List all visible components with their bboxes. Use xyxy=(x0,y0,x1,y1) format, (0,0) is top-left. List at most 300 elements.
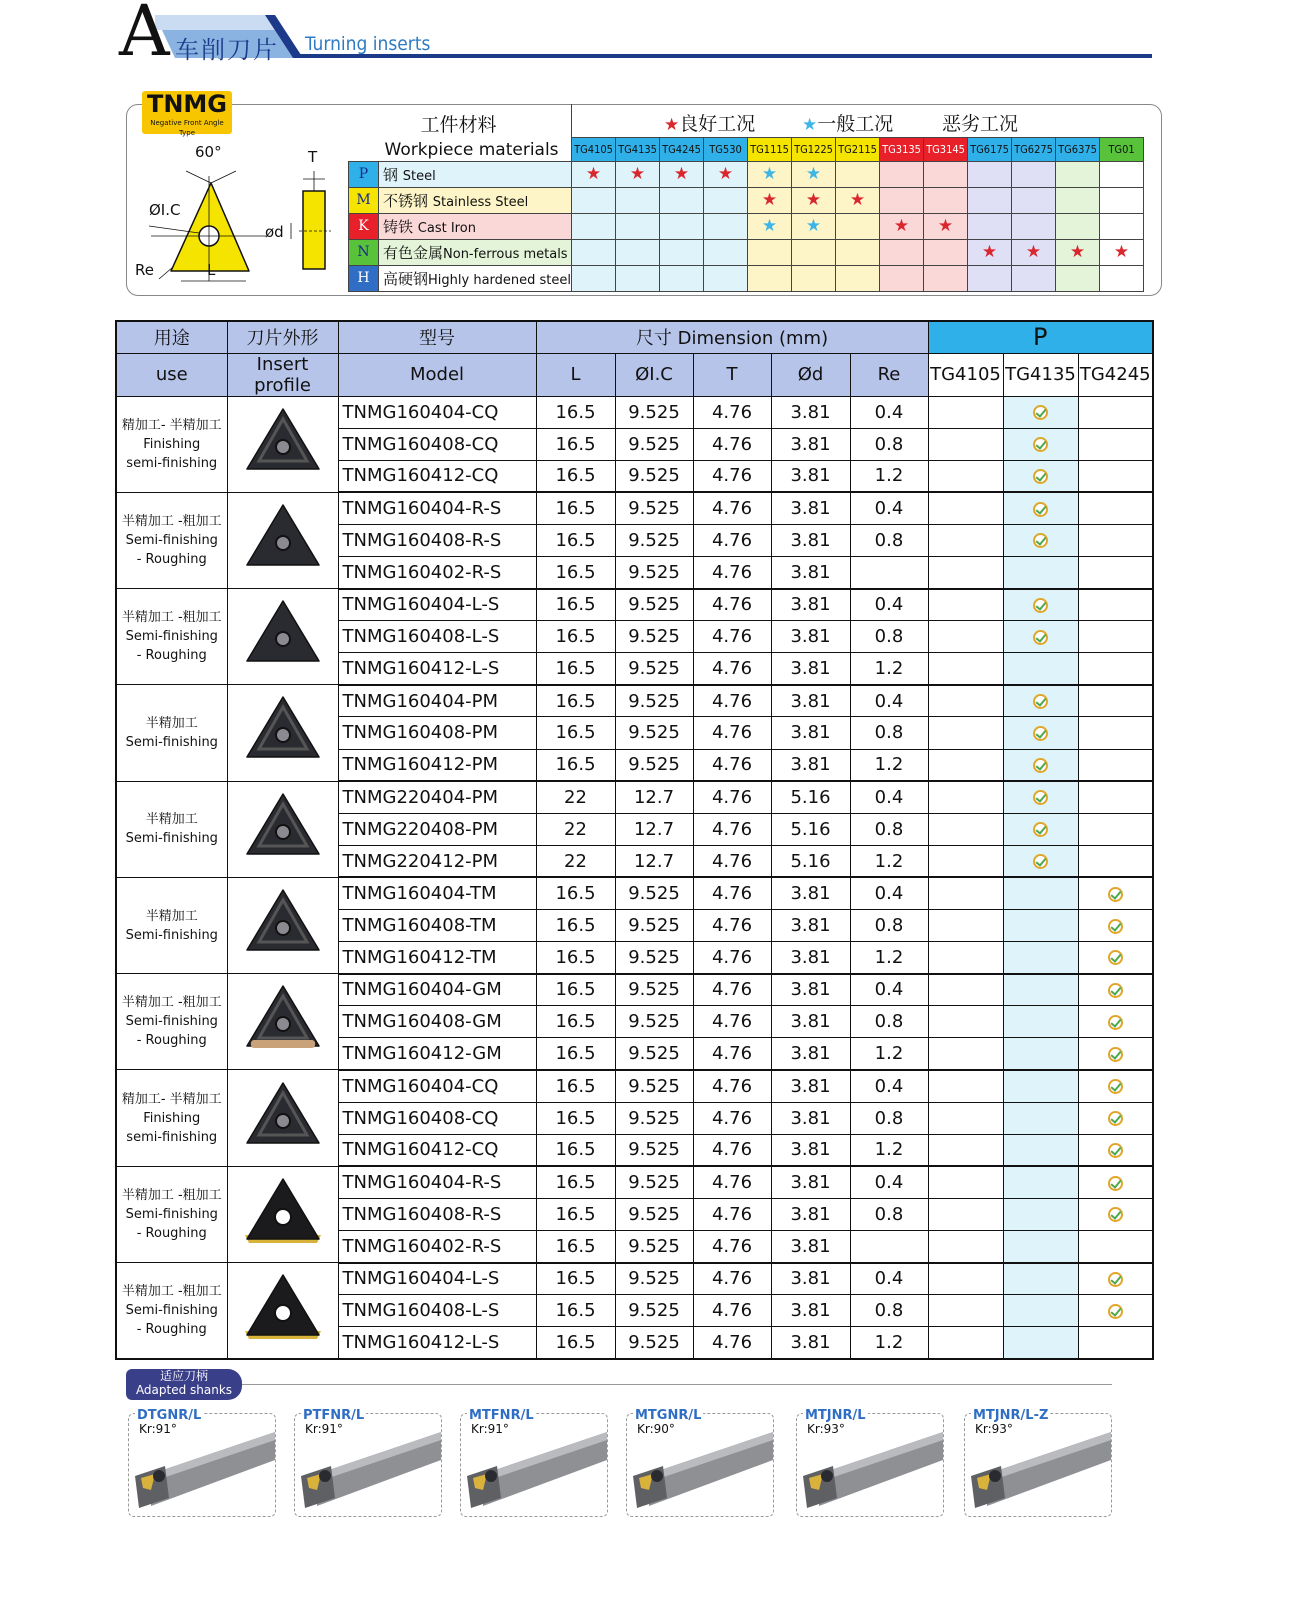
insert-type-tag xyxy=(142,90,232,137)
dim-l-cell: 16.5 xyxy=(536,1134,615,1166)
blue-star-icon: ★ xyxy=(805,216,822,236)
grade-cell xyxy=(1003,845,1078,877)
check-circle-icon xyxy=(1033,854,1048,869)
dim-re-cell: 0.4 xyxy=(850,492,928,524)
check-circle-icon xyxy=(1108,1079,1123,1094)
dim-re-cell: 0.4 xyxy=(850,685,928,717)
dim-ic-cell: 9.525 xyxy=(615,974,693,1006)
header-profile-cn: 刀片外形 xyxy=(227,321,338,353)
dim-t-cell: 4.76 xyxy=(693,589,771,621)
dim-l-cell: 16.5 xyxy=(536,1295,615,1327)
usage-line: 精加工- 半精加工 xyxy=(121,1091,222,1107)
diagram-l-label: L xyxy=(207,261,216,279)
blue-star-icon: ★ xyxy=(802,115,818,135)
grade-cell xyxy=(1078,492,1153,524)
material-grade-cell xyxy=(1012,265,1056,291)
red-star-icon: ★ xyxy=(849,190,866,210)
dim-re-cell: 0.4 xyxy=(850,589,928,621)
check-circle-icon xyxy=(1033,758,1048,773)
grade-cell xyxy=(1078,974,1153,1006)
workpiece-materials-table xyxy=(348,104,1144,292)
header-model-cn: 型号 xyxy=(338,321,536,353)
grade-cell xyxy=(1003,1070,1078,1102)
dim-ic-cell: 9.525 xyxy=(615,1006,693,1038)
dim-ic-cell: 9.525 xyxy=(615,460,693,492)
dim-l-cell: 16.5 xyxy=(536,653,615,685)
grade-cell xyxy=(1078,1038,1153,1070)
dim-d-cell: 3.81 xyxy=(771,1198,850,1230)
dim-d-cell: 5.16 xyxy=(771,845,850,877)
dim-t-cell: 4.76 xyxy=(693,621,771,653)
dim-d-cell: 3.81 xyxy=(771,621,850,653)
material-grade-cell xyxy=(572,161,616,187)
dim-re-cell: 1.2 xyxy=(850,460,928,492)
model-cell: TNMG220404-PM xyxy=(338,781,536,813)
dim-ic-cell: 9.525 xyxy=(615,589,693,621)
grade-cell xyxy=(928,1295,1003,1327)
insert-image xyxy=(239,1331,327,1352)
insert-image xyxy=(239,657,327,678)
grade-cell xyxy=(928,492,1003,524)
material-grade-cell xyxy=(880,161,924,187)
material-grade-cell xyxy=(1012,161,1056,187)
shank-name: DTGNR/L xyxy=(137,1408,202,1423)
grade-cell xyxy=(1003,1166,1078,1198)
dim-l-cell: 16.5 xyxy=(536,942,615,974)
model-cell: TNMG160412-TM xyxy=(338,942,536,974)
dim-ic-cell: 9.525 xyxy=(615,653,693,685)
material-grade-cell xyxy=(572,187,616,213)
grade-cell xyxy=(928,1006,1003,1038)
dim-re-cell: 0.8 xyxy=(850,813,928,845)
material-label-en: Stainless Steel xyxy=(432,194,529,210)
grade-cell xyxy=(1078,1134,1153,1166)
grade-cell xyxy=(1003,1006,1078,1038)
grade-cell xyxy=(1078,1263,1153,1295)
material-code: N xyxy=(349,239,379,265)
dim-t-cell: 4.76 xyxy=(693,781,771,813)
dim-d-cell: 5.16 xyxy=(771,813,850,845)
grade-cell xyxy=(1078,1102,1153,1134)
dim-re-cell xyxy=(850,1230,928,1262)
grade-cell xyxy=(1078,1006,1153,1038)
red-star-icon: ★ xyxy=(893,216,910,236)
dim-d-cell: 3.81 xyxy=(771,749,850,781)
check-circle-icon xyxy=(1033,533,1048,548)
dim-re-cell: 0.8 xyxy=(850,1198,928,1230)
red-star-icon: ★ xyxy=(805,190,822,210)
material-grade-cell xyxy=(704,187,748,213)
dim-t-cell: 4.76 xyxy=(693,1038,771,1070)
dim-l-cell: 16.5 xyxy=(536,556,615,588)
usage-line: 半精加工 xyxy=(145,908,198,924)
insert-image xyxy=(239,850,327,871)
dim-re-cell: 0.8 xyxy=(850,910,928,942)
dim-re-cell: 0.4 xyxy=(850,974,928,1006)
dim-re-cell: 0.4 xyxy=(850,1263,928,1295)
dim-re-cell: 0.4 xyxy=(850,781,928,813)
header-dimension: 尺寸 Dimension (mm) xyxy=(536,321,928,353)
insert-image xyxy=(239,561,327,582)
dim-l-cell: 16.5 xyxy=(536,621,615,653)
material-grade-cell xyxy=(660,161,704,187)
material-grade-cell xyxy=(748,213,792,239)
dim-re-cell: 1.2 xyxy=(850,749,928,781)
grade-cell xyxy=(1078,685,1153,717)
dim-t-cell: 4.76 xyxy=(693,396,771,428)
adapted-shanks-title xyxy=(126,1369,242,1400)
usage-line: Semi-finishing xyxy=(125,734,218,750)
dim-ic-cell: 9.525 xyxy=(615,524,693,556)
check-circle-icon xyxy=(1033,469,1048,484)
grade-header-tg4135: TG4135 xyxy=(616,137,660,161)
insert-profile-cell xyxy=(227,974,338,1070)
dim-t-cell: 4.76 xyxy=(693,1295,771,1327)
material-label xyxy=(379,239,572,265)
dim-d-cell: 3.81 xyxy=(771,653,850,685)
insert-type-name: TNMG xyxy=(146,90,228,118)
diagram-re-label: Re xyxy=(135,261,154,279)
usage-line: Semi-finishing xyxy=(125,1014,218,1030)
material-grade-cell xyxy=(836,161,880,187)
dim-ic-cell: 12.7 xyxy=(615,813,693,845)
usage-line: - Roughing xyxy=(136,551,207,567)
dim-l-cell: 16.5 xyxy=(536,1070,615,1102)
dim-l-cell: 16.5 xyxy=(536,910,615,942)
dim-t-cell: 4.76 xyxy=(693,524,771,556)
dim-t-cell: 4.76 xyxy=(693,813,771,845)
model-cell: TNMG160404-TM xyxy=(338,877,536,909)
model-cell: TNMG160404-L-S xyxy=(338,589,536,621)
header-dim-l: L xyxy=(536,353,615,396)
condition-good: ★良好工况 xyxy=(664,113,756,135)
grade-cell xyxy=(1003,621,1078,653)
material-label-en: Non-ferrous metals xyxy=(443,246,568,262)
insert-profile-cell xyxy=(227,1263,338,1359)
table-row xyxy=(116,781,1153,813)
material-code: H xyxy=(349,265,379,291)
dim-d-cell: 3.81 xyxy=(771,685,850,717)
page-header xyxy=(115,0,1175,70)
material-grade-cell xyxy=(748,161,792,187)
dim-l-cell: 16.5 xyxy=(536,589,615,621)
dim-l-cell: 16.5 xyxy=(536,877,615,909)
usage-line: - Roughing xyxy=(136,648,207,664)
grade-cell xyxy=(1078,1070,1153,1102)
dim-re-cell: 1.2 xyxy=(850,942,928,974)
material-grade-cell xyxy=(572,213,616,239)
dim-d-cell: 3.81 xyxy=(771,556,850,588)
material-grade-cell xyxy=(1056,213,1100,239)
shank-kr: Kr:91° xyxy=(471,1422,509,1436)
grade-cell xyxy=(1003,428,1078,460)
grade-cell xyxy=(928,974,1003,1006)
dim-l-cell: 16.5 xyxy=(536,428,615,460)
grade-cell xyxy=(928,621,1003,653)
dim-re-cell: 0.8 xyxy=(850,428,928,460)
header-p-group: P xyxy=(928,321,1153,353)
dim-ic-cell: 9.525 xyxy=(615,396,693,428)
dim-t-cell: 4.76 xyxy=(693,653,771,685)
dim-d-cell: 5.16 xyxy=(771,781,850,813)
usage-line: Finishing xyxy=(143,436,201,452)
shank-name: MTFNR/L xyxy=(469,1408,534,1423)
shanks-divider xyxy=(242,1384,1112,1385)
shank-kr: Kr:91° xyxy=(305,1422,343,1436)
dim-re-cell: 0.8 xyxy=(850,524,928,556)
header-profile-en: Insert profile xyxy=(227,353,338,396)
shank-card xyxy=(626,1408,774,1517)
shank-name: MTJNR/L-Z xyxy=(973,1408,1049,1423)
grade-cell xyxy=(928,396,1003,428)
material-grade-cell xyxy=(1012,187,1056,213)
header-grade-tg4135: TG4135 xyxy=(1003,353,1078,396)
dim-ic-cell: 9.525 xyxy=(615,492,693,524)
material-grade-cell xyxy=(924,213,968,239)
dim-t-cell: 4.76 xyxy=(693,1006,771,1038)
model-cell: TNMG160404-L-S xyxy=(338,1263,536,1295)
grade-cell xyxy=(1078,717,1153,749)
red-star-icon: ★ xyxy=(673,164,690,184)
material-grade-cell xyxy=(748,239,792,265)
dim-ic-cell: 9.525 xyxy=(615,1134,693,1166)
grade-cell xyxy=(928,781,1003,813)
dim-l-cell: 16.5 xyxy=(536,1230,615,1262)
dim-ic-cell: 9.525 xyxy=(615,1263,693,1295)
grade-cell xyxy=(1003,1263,1078,1295)
material-grade-cell xyxy=(792,265,836,291)
table-row xyxy=(116,1166,1153,1198)
grade-cell xyxy=(928,653,1003,685)
material-grade-cell xyxy=(1056,187,1100,213)
grade-cell xyxy=(928,1198,1003,1230)
material-label-cn: 高硬钢 xyxy=(383,269,429,288)
material-label-cn: 不锈钢 xyxy=(383,191,429,210)
usage-line: Finishing xyxy=(143,1110,201,1126)
grade-cell xyxy=(928,685,1003,717)
dim-d-cell: 3.81 xyxy=(771,1134,850,1166)
grade-header-tg6175: TG6175 xyxy=(968,137,1012,161)
material-code: P xyxy=(349,161,379,187)
check-circle-icon xyxy=(1033,822,1048,837)
material-grade-cell xyxy=(792,161,836,187)
model-cell: TNMG160404-CQ xyxy=(338,1070,536,1102)
dim-d-cell: 3.81 xyxy=(771,1070,850,1102)
material-code: M xyxy=(349,187,379,213)
grade-cell xyxy=(1078,845,1153,877)
dim-d-cell: 3.81 xyxy=(771,1038,850,1070)
insert-image xyxy=(239,465,327,486)
grade-header-tg530: TG530 xyxy=(704,137,748,161)
dim-d-cell: 3.81 xyxy=(771,492,850,524)
header-grade-tg4245: TG4245 xyxy=(1078,353,1153,396)
usage-cell xyxy=(116,589,227,685)
model-cell: TNMG160412-GM xyxy=(338,1038,536,1070)
dim-d-cell: 3.81 xyxy=(771,877,850,909)
insert-profile-cell xyxy=(227,877,338,973)
material-grade-cell xyxy=(616,265,660,291)
model-cell: TNMG160412-L-S xyxy=(338,653,536,685)
material-grade-cell xyxy=(1100,239,1144,265)
dim-re-cell: 0.8 xyxy=(850,1006,928,1038)
red-star-icon: ★ xyxy=(1069,242,1086,262)
material-grade-cell xyxy=(1100,161,1144,187)
shank-kr: Kr:93° xyxy=(975,1422,1013,1436)
model-cell: TNMG160408-CQ xyxy=(338,428,536,460)
insert-profile-cell xyxy=(227,685,338,781)
dim-l-cell: 16.5 xyxy=(536,1038,615,1070)
dim-d-cell: 3.81 xyxy=(771,1006,850,1038)
dim-t-cell: 4.76 xyxy=(693,877,771,909)
usage-line: - Roughing xyxy=(136,1321,207,1337)
grade-header-tg2115: TG2115 xyxy=(836,137,880,161)
material-grade-cell xyxy=(880,239,924,265)
model-cell: TNMG220412-PM xyxy=(338,845,536,877)
check-circle-icon xyxy=(1108,1047,1123,1062)
dim-t-cell: 4.76 xyxy=(693,492,771,524)
grade-cell xyxy=(1003,717,1078,749)
grade-header-tg6275: TG6275 xyxy=(1012,137,1056,161)
grade-cell xyxy=(928,1070,1003,1102)
dim-l-cell: 16.5 xyxy=(536,396,615,428)
check-circle-icon xyxy=(1108,1304,1123,1319)
grade-cell xyxy=(1078,910,1153,942)
material-label-cn: 钢 xyxy=(383,165,399,184)
table-row xyxy=(116,1070,1153,1102)
material-label xyxy=(379,213,572,239)
material-grade-cell xyxy=(924,265,968,291)
usage-line: Semi-finishing xyxy=(125,532,218,548)
material-grade-cell xyxy=(616,213,660,239)
insert-image xyxy=(239,946,327,967)
material-grade-cell xyxy=(1012,213,1056,239)
material-grade-cell xyxy=(704,265,748,291)
dim-l-cell: 16.5 xyxy=(536,974,615,1006)
material-grade-cell xyxy=(704,161,748,187)
dim-l-cell: 16.5 xyxy=(536,492,615,524)
shank-name: PTFNR/L xyxy=(303,1408,365,1423)
shank-kr: Kr:91° xyxy=(139,1422,177,1436)
grade-cell xyxy=(1003,1327,1078,1359)
dim-l-cell: 22 xyxy=(536,813,615,845)
grade-cell xyxy=(1003,460,1078,492)
red-star-icon: ★ xyxy=(717,164,734,184)
grade-cell xyxy=(1003,974,1078,1006)
dim-l-cell: 16.5 xyxy=(536,524,615,556)
grade-cell xyxy=(928,1327,1003,1359)
material-grade-cell xyxy=(1100,187,1144,213)
dim-l-cell: 22 xyxy=(536,781,615,813)
dim-t-cell: 4.76 xyxy=(693,749,771,781)
dim-t-cell: 4.76 xyxy=(693,1166,771,1198)
grade-header-tg3135: TG3135 xyxy=(880,137,924,161)
model-cell: TNMG160412-CQ xyxy=(338,1134,536,1166)
usage-cell xyxy=(116,396,227,492)
dim-ic-cell: 12.7 xyxy=(615,781,693,813)
dim-d-cell: 3.81 xyxy=(771,460,850,492)
header-dim-ic: ØI.C xyxy=(615,353,693,396)
usage-line: Semi-finishing xyxy=(125,1206,218,1222)
table-row xyxy=(116,974,1153,1006)
check-circle-icon xyxy=(1108,1272,1123,1287)
grade-cell xyxy=(1078,781,1153,813)
shank-name: MTJNR/L xyxy=(805,1408,866,1423)
dim-t-cell: 4.76 xyxy=(693,910,771,942)
dim-l-cell: 16.5 xyxy=(536,460,615,492)
dim-t-cell: 4.76 xyxy=(693,1198,771,1230)
dim-d-cell: 3.81 xyxy=(771,589,850,621)
dim-t-cell: 4.76 xyxy=(693,1230,771,1262)
dim-ic-cell: 9.525 xyxy=(615,1295,693,1327)
material-row xyxy=(349,265,1144,291)
model-cell: TNMG160404-PM xyxy=(338,685,536,717)
table-row xyxy=(116,685,1153,717)
material-grade-cell xyxy=(880,213,924,239)
material-grade-cell xyxy=(880,265,924,291)
check-circle-icon xyxy=(1108,1015,1123,1030)
material-label-en: Steel xyxy=(402,168,436,184)
dim-re-cell: 0.8 xyxy=(850,621,928,653)
grade-cell xyxy=(1003,524,1078,556)
dim-t-cell: 4.76 xyxy=(693,428,771,460)
check-circle-icon xyxy=(1033,726,1048,741)
condition-general: ★一般工况 xyxy=(802,113,894,135)
grade-header-tg4245: TG4245 xyxy=(660,137,704,161)
grade-cell xyxy=(1003,589,1078,621)
usage-line: 半精加工 -粗加工 xyxy=(121,1283,222,1299)
header-model-en: Model xyxy=(338,353,536,396)
dim-re-cell: 0.4 xyxy=(850,877,928,909)
material-grade-cell xyxy=(660,213,704,239)
usage-cell xyxy=(116,685,227,781)
materials-header-en: Workpiece materials xyxy=(384,140,559,160)
usage-cell xyxy=(116,1166,227,1262)
model-cell: TNMG160408-R-S xyxy=(338,524,536,556)
usage-line: Semi-finishing xyxy=(125,831,218,847)
check-circle-icon xyxy=(1108,1207,1123,1222)
insert-type-subtitle: Negative Front Angle Type xyxy=(150,119,224,137)
insert-profile-cell xyxy=(227,1166,338,1262)
grade-cell xyxy=(1003,396,1078,428)
material-grade-cell xyxy=(1056,161,1100,187)
dim-d-cell: 3.81 xyxy=(771,1295,850,1327)
dim-l-cell: 16.5 xyxy=(536,1327,615,1359)
dim-re-cell: 0.8 xyxy=(850,717,928,749)
material-row xyxy=(349,239,1144,265)
dim-ic-cell: 9.525 xyxy=(615,1070,693,1102)
grade-cell xyxy=(1078,556,1153,588)
model-cell: TNMG160412-CQ xyxy=(338,460,536,492)
usage-line: 精加工- 半精加工 xyxy=(121,417,222,433)
dim-ic-cell: 9.525 xyxy=(615,1230,693,1262)
grade-cell xyxy=(928,845,1003,877)
material-grade-cell xyxy=(924,161,968,187)
dim-d-cell: 3.81 xyxy=(771,1166,850,1198)
grade-header-tg6375: TG6375 xyxy=(1056,137,1100,161)
shanks-title-en: Adapted shanks xyxy=(135,1383,233,1397)
usage-line: 半精加工 -粗加工 xyxy=(121,513,222,529)
material-grade-cell xyxy=(968,265,1012,291)
grade-cell xyxy=(1078,942,1153,974)
grade-cell xyxy=(1003,877,1078,909)
dim-ic-cell: 9.525 xyxy=(615,717,693,749)
dim-ic-cell: 9.525 xyxy=(615,1102,693,1134)
dim-t-cell: 4.76 xyxy=(693,974,771,1006)
dim-ic-cell: 9.525 xyxy=(615,942,693,974)
dim-re-cell: 1.2 xyxy=(850,845,928,877)
dim-l-cell: 22 xyxy=(536,845,615,877)
model-cell: TNMG160408-R-S xyxy=(338,1198,536,1230)
